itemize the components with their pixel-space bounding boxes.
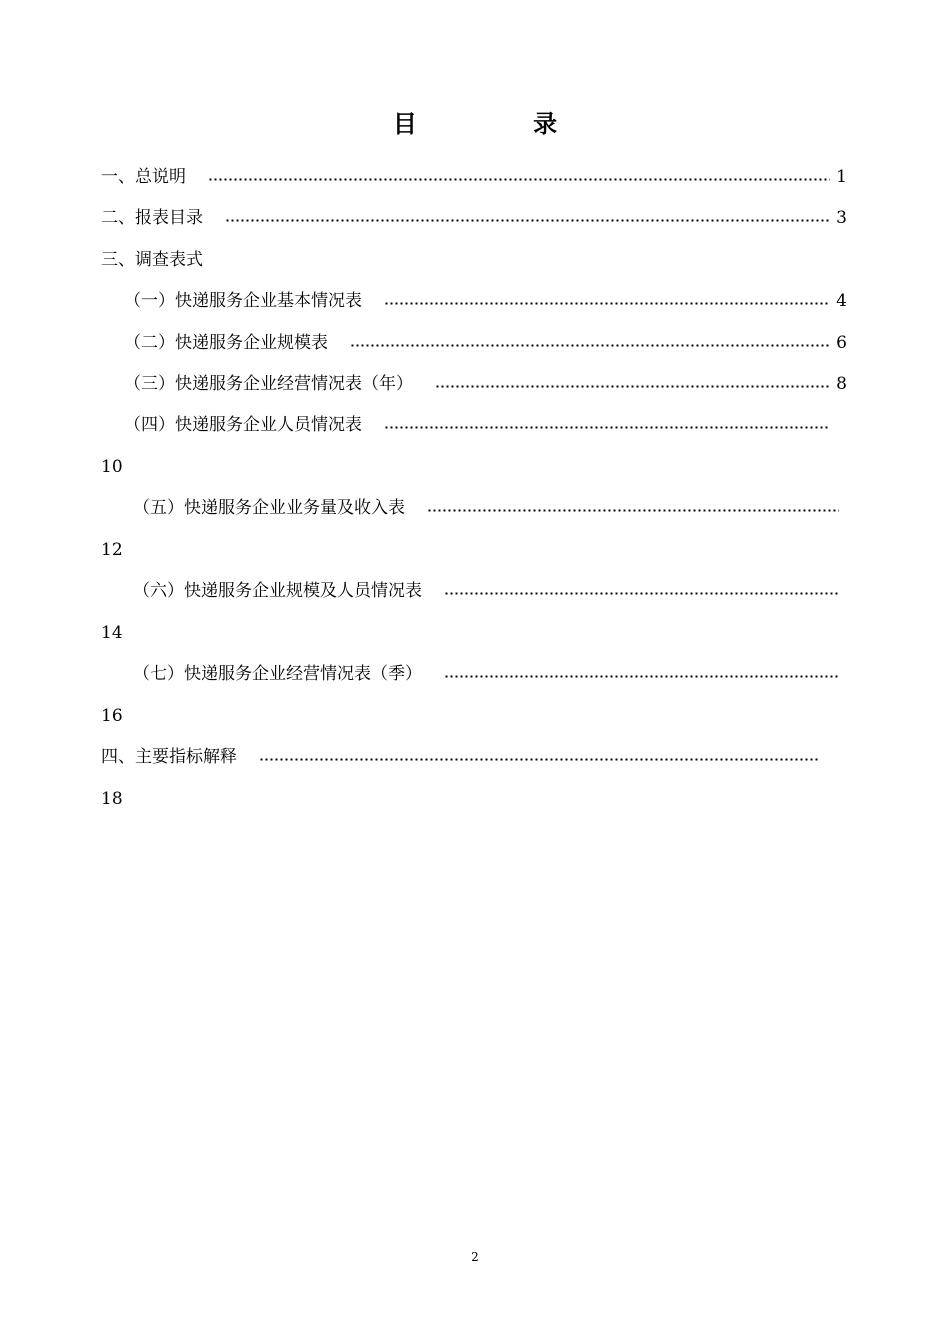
toc-entry-basic-info[interactable] — [124, 287, 847, 315]
dot-leader — [384, 302, 830, 305]
toc-entry-scale-personnel[interactable] — [133, 577, 839, 605]
toc-entry-label: 二、报表目录 — [101, 208, 203, 228]
toc-entry-page-wrapped: 12 — [101, 540, 123, 560]
toc-entry-page: 4 — [836, 291, 847, 311]
toc-entry-indicator-definitions[interactable] — [101, 743, 820, 771]
toc-entry-personnel[interactable] — [124, 411, 830, 439]
toc-entry-page: 8 — [836, 374, 847, 394]
toc-entry-label: （二）快递服务企业规模表 — [124, 333, 328, 353]
toc-entry-label: 一、总说明 — [101, 167, 186, 187]
toc-entry-page-wrapped: 10 — [101, 457, 123, 477]
page-number: 2 — [471, 1250, 479, 1264]
toc-entry-report-list[interactable] — [101, 204, 847, 232]
dot-leader — [435, 385, 830, 388]
toc-entry-label: 三、调查表式 — [101, 250, 203, 270]
toc-entry-operations-quarterly[interactable] — [133, 660, 839, 688]
toc-entry-label: （四）快递服务企业人员情况表 — [124, 415, 362, 435]
dot-leader — [259, 758, 820, 761]
dot-leader — [384, 426, 830, 429]
toc-entry-page-wrapped: 16 — [101, 706, 123, 726]
dot-leader — [444, 592, 839, 595]
toc-entry-operations-annual[interactable] — [124, 370, 847, 398]
toc-entry-label: （五）快递服务企业业务量及收入表 — [133, 498, 405, 518]
toc-title: 目 录 — [392, 110, 612, 138]
toc-entry-label: （一）快递服务企业基本情况表 — [124, 291, 362, 311]
dot-leader — [444, 675, 839, 678]
dot-leader — [225, 219, 830, 222]
toc-entry-page-wrapped: 14 — [101, 623, 123, 643]
dot-leader — [350, 344, 830, 347]
toc-entry-label: （三）快递服务企业经营情况表（年） — [124, 374, 413, 394]
dot-leader — [208, 178, 830, 181]
toc-entry-general-notes[interactable] — [101, 163, 847, 191]
toc-entry-survey-forms[interactable] — [101, 246, 203, 274]
toc-entry-label: （六）快递服务企业规模及人员情况表 — [133, 581, 422, 601]
toc-entry-page: 1 — [836, 167, 847, 187]
toc-entry-label: （七）快递服务企业经营情况表（季） — [133, 664, 422, 684]
toc-entry-page: 3 — [836, 208, 847, 228]
toc-entry-scale[interactable] — [124, 329, 847, 357]
toc-entry-page: 6 — [836, 333, 847, 353]
dot-leader — [427, 509, 839, 512]
toc-entry-label: 四、主要指标解释 — [101, 747, 237, 767]
toc-entry-page-wrapped: 18 — [101, 789, 123, 809]
toc-entry-volume-revenue[interactable] — [133, 494, 839, 522]
